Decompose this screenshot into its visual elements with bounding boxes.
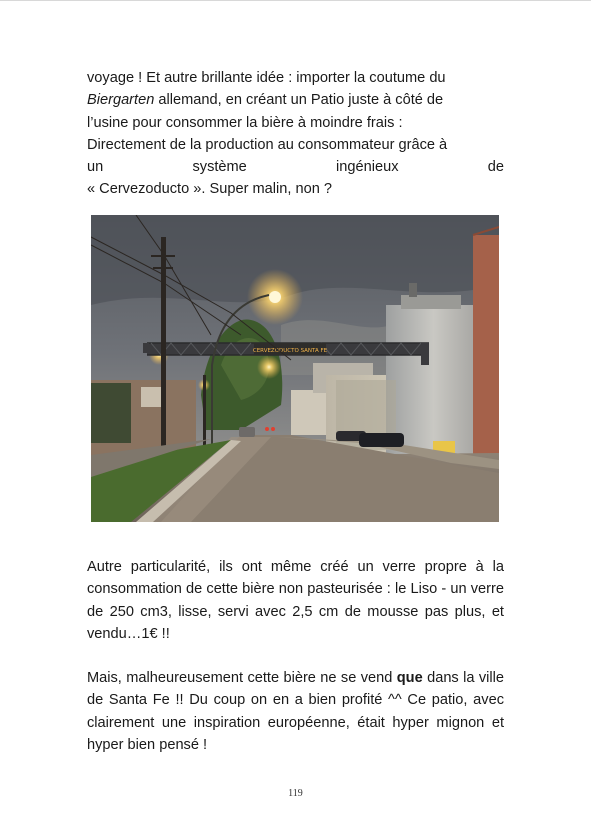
gantry-sign-text: CERVEZODUCTO SANTA FE [252,348,328,354]
text-run: allemand, en créant un Patio juste à côté de [154,92,444,109]
text-run: dans la ville de Santa Fe !! Du coup on en a bien profité ^^ Ce patio, avec clairement une inspiration européenne, était hyper mignon et hyper bien pensé ! [87,670,504,753]
italic-term: Biergarten [87,92,155,109]
paragraph-cervezoducto [87,67,504,201]
text-line: « Cervezoducto ». Super malin, non ? [87,181,332,198]
text-line [87,89,504,111]
justified-line [87,156,504,178]
page-number: 119 [288,788,303,799]
paragraph-liso-glass: Autre particularité, ils ont même créé un verre propre à la consommation de cette bière non pasteurisée : le Liso - un verre de 250 cm3, lisse, servi avec 2,5 cm de mousse pas plus, et vendu…1€ !! [87,559,504,642]
paragraph-santa-fe [87,667,504,756]
text-line: voyage ! Et autre brillante idée : importer la coutume du [87,70,446,86]
text-line: l’usine pour consommer la bière à moindre frais : [87,114,403,131]
word: de [487,159,504,176]
street-photo [91,215,499,522]
word: un [87,159,104,176]
word: ingénieux [336,159,399,176]
text-run: Mais, malheureusement cette bière ne se vend [87,670,397,686]
text-line: Directement de la production au consommateur grâce à [87,136,448,153]
word: système [192,159,247,176]
bold-word: que [396,670,423,686]
